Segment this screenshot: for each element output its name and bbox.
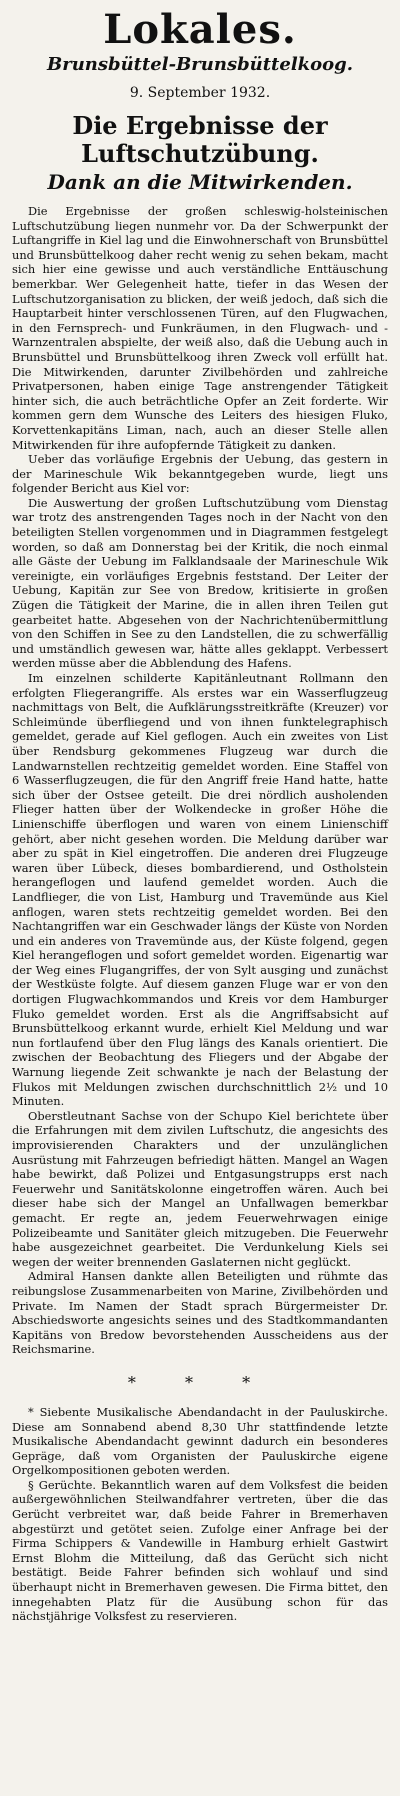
notice-paragraph: * Siebente Musikalische Abendandacht in der Pauluskirche. Diese am Sonnabend abend 8,30 Uhr stattfindende letzte Musikalische Abendandacht gewinnt dadurch ein besonderes Gepräge, daß vom Organisten der Pauluskirche eigene Orgelkompositionen geboten werden. [12, 1404, 388, 1478]
article-paragraph: Die Auswertung der großen Luftschutzübung vom Dienstag war trotz des anstrengenden Tages noch in der Nacht von den beteiligten Stellen vorgenommen und in Diagrammen festgelegt worden, so daß am Donnerstag bei der Kritik, die noch einmal alle Gäste der Uebung im Falklandsaale der Marineschule Wik vereinigte, ein vorläufiges Ergebnis feststand. Der Leiter der Uebung, Kapitän zur See von Bredow, kritisierte in großen Zügen die Tätigkeit der Marine, die in allen ihren Teilen gut gearbeitet hatte. Abgesehen von der Nachrichtenübermittlung von den Schiffen in See zu den Landstellen, die zu schwerfällig und umständlich gewesen war, hätte alles geklappt. Verbessert werden müsse aber die Abblendung des Hafens. [12, 495, 388, 671]
article-paragraph: Im einzelnen schilderte Kapitänleutnant Rollmann den erfolgten Fliegerangriffe. Als erstes war ein Wasserflugzeug nachmittags von Belt, die Aufklärungsstreitkräfte (Kreuzer) vor Schleimünde überfliegend und von ihnen funktelegraphisch gemeldet, gerade auf Kiel geflogen. Auch ein zweites von List über Rendsburg gekommenes Flugzeug war durch die Landwarnstellen rechtzeitig gemeldet worden. Eine Staffel von 6 Wasserflugzeugen, die für den Angriff freie Hand hatte, hatte sich über der Ostsee geteilt. Die drei nördlich ausholenden Flieger hatten über der Wolkendecke in großer Höhe die Linienschiffe überflogen und waren von einem Linienschiff gehört, aber nicht gesehen worden. Die Meldung darüber war aber zu spät in Kiel eingetroffen. Die anderen drei Flugzeuge waren über Lübeck, dieses bombardierend, und Ostholstein herangeflogen und laufend gemeldet worden. Auch die Landflieger, die von List, Hamburg und Travemünde aus Kiel anflogen, waren stets rechtzeitig gemeldet worden. Bei den Nachtangriffen war ein Geschwader längs der Küste von Norden und ein anderes von Travemünde aus, der Küste folgend, gegen Kiel herangeflogen und sofort gemeldet worden. Eigenartig war der Weg eines Flugangriffes, der von Sylt ausging und zunächst der Westküste folgte. Auf diesem ganzen Fluge war er von den dortigen Flugwachkommandos und Kreis vor dem Hamburger Fluko gemeldet worden. Erst als die Angriffsabsicht auf Brunsbüttelkoog erkannt wurde, erhielt Kiel Meldung und war nun fortlaufend über den Flug längs des Kanals orientiert. Die zwischen der Beobachtung des Fliegers und der Abgabe der Warnung liegende Zeit schwankte je nach der Belastung der Flukos mit Meldungen zwischen durchschnittlich 2½ und 10 Minuten. [12, 671, 388, 1109]
article-paragraph: Oberstleutnant Sachse von der Schupo Kiel berichtete über die Erfahrungen mit dem zivilen Luftschutz, die angesichts des improvisierenden Charakters und der unzulänglichen Ausrüstung mit Fahrzeugen befriedigt hätten. Mangel an Wagen habe bewirkt, daß Polizei und Entgasungstrupps erst nach Feuerwehr und Sanitätskolonne eingetroffen wären. Auch bei dieser habe sich der Mangel an Unfallwagen bemerkbar gemacht. Er regte an, jedem Feuerwehrwagen einige Polizeibeamte und Sanitäter gleich mitzugeben. Die Feuerwehr habe ausgezeichnet gearbeitet. Die Verdunkelung Kiels sei wegen der weiter brennenden Gaslaternen nicht geglückt. [12, 1108, 388, 1269]
article-paragraph: Admiral Hansen dankte allen Beteiligten und rühmte das reibungslose Zusammenarbeiten von Marine, Zivilbehörden und Private. Im Namen der Stadt sprach Bürgermeister Dr. Abschiedsworte angesichts seines und des Stadtkommandanten Kapitäns von Bredow bevorstehenden Ausscheidens aus der Reichsmarine. [12, 1269, 388, 1357]
article-subheadline: Dank an die Mitwirkenden. [47, 170, 353, 194]
article-paragraph: Ueber das vorläufige Ergebnis der Uebung, das gestern in der Marineschule Wik bekanntgegeben wurde, liegt uns folgender Bericht aus Kiel vor: [12, 452, 388, 496]
article-date: 9. September 1932. [129, 85, 271, 101]
notice-paragraph: § Gerüchte. Bekanntlich waren auf dem Volksfest die beiden außergewöhnlichen Steilwandfahrer vertreten, über die das Gerücht verbreitet war, daß beide Fahrer in Bremerhaven abgestürzt und getötet seien. Zufolge einer Anfrage bei der Firma Schippers & Vandewille in Hamburg erhielt Gastwirt Ernst Blohm die Mitteilung, daß das Gerücht sich nicht bestätigt. Beide Fahrer befinden sich wohlauf und sind überhaupt nicht in Bremerhaven gewesen. Die Firma bittet, den innegehabten Platz für die Ausübung schon für das nächstjährige Volksfest zu reservieren. [12, 1477, 388, 1624]
article-headline: Die Ergebnisse der Luftschutzübung. [72, 111, 328, 168]
section-place: Brunsbüttel-Brunsbüttelkoog. [47, 54, 353, 75]
article-paragraph: Die Ergebnisse der großen schleswig-holsteinischen Luftschutzübung liegen nunmehr vor. Da der Schwerpunkt der Luftangriffe in Kiel lag und die Einwohnerschaft von Brunsbüttel und Brunsbüttelkoog daher recht wenig zu sehen bekam, macht sich hier eine gewisse und auch verständliche Enttäuschung bemerkbar. Wer Gelegenheit hatte, tiefer in das Wesen der Luftschutzorganisation zu blicken, der weiß jedoch, daß sich die Hauptarbeit hinter verschlossenen Türen, auf den Flugwachen, in den Fernsprech- und Funkräumen, in den Flugwach- und -Warnzentralen abspielte, der weiß also, daß die Uebung auch in Brunsbüttel und Brunsbüttelkoog ihren Zweck voll erfüllt hat. Die Mitwirkenden, darunter Zivilbehörden und zahlreiche Privatpersonen, haben einige Tage anstrengender Tätigkeit hinter sich, die auch beträchtliche Opfer an Zeit forderte. Wir kommen gern dem Wunsche des Leiters des hiesigen Fluko, Korvettenkapitäns Liman, nach, auch an dieser Stelle allen Mitwirkenden für ihre aufopfernde Tätigkeit zu danken. [12, 204, 388, 452]
section-separator: * * * [127, 1372, 273, 1392]
section-title: Lokales. [103, 6, 297, 53]
